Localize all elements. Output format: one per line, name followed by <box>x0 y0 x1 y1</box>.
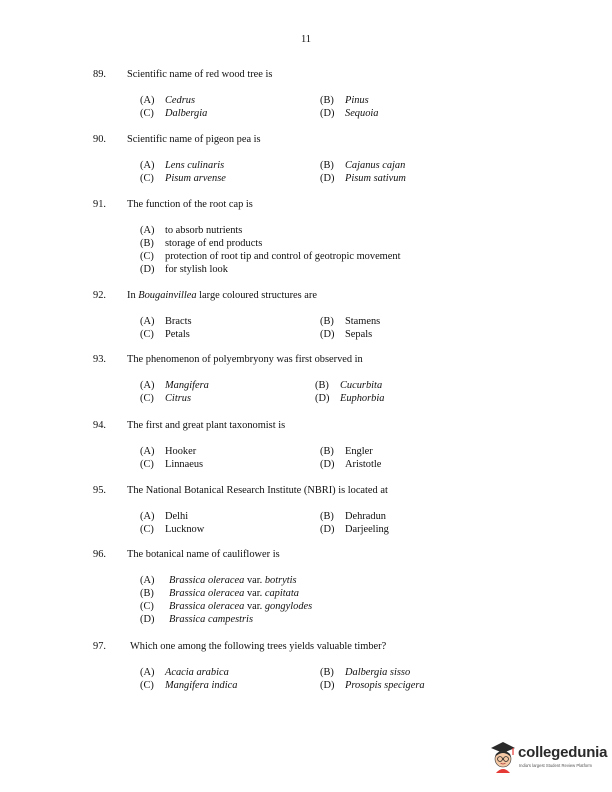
option-d: (D) Brassica campestris <box>140 614 253 625</box>
option-b: (B) Dalbergia sisso <box>320 667 411 678</box>
option-c: (C) Brassica oleracea var. gongylodes <box>140 601 313 612</box>
option-b: (B) Brassica oleracea var. capitata <box>140 588 299 599</box>
question-number: 95. <box>93 485 106 496</box>
option-c: (C) Citrus <box>140 393 191 404</box>
option-a: (A) Delhi <box>140 511 189 522</box>
option-a: (A) Bracts <box>140 316 192 327</box>
option-c: (C) Dalbergia <box>140 108 208 119</box>
option-d: (D) Aristotle <box>320 459 382 470</box>
option-d: (D) Pisum sativum <box>320 173 406 184</box>
option-c: (C) Mangifera indica <box>140 680 238 691</box>
option-b: (B) Engler <box>320 446 373 457</box>
question-number: 92. <box>93 290 106 301</box>
question-stem: The function of the root cap is <box>127 199 253 210</box>
logo-tagline: India's largest Student Review Platform <box>519 763 592 768</box>
question-stem: In Bougainvillea large coloured structures are <box>127 290 317 301</box>
option-b: (B) Pinus <box>320 95 369 106</box>
question-number: 90. <box>93 134 106 145</box>
question-stem: Scientific name of red wood tree is <box>127 69 273 80</box>
option-a: (A) to absorb nutrients <box>140 225 243 236</box>
option-b: (B) Cucurbita <box>315 380 383 391</box>
option-a: (A) Acacia arabica <box>140 667 229 678</box>
option-a: (A) Cedrus <box>140 95 196 106</box>
option-c: (C) protection of root tip and control of geotropic movement <box>140 251 401 262</box>
question-stem: Scientific name of pigeon pea is <box>127 134 261 145</box>
question-stem: The phenomenon of polyembryony was first observed in <box>127 354 363 365</box>
question-stem: The National Botanical Research Institute (NBRI) is located at <box>127 485 388 496</box>
collegedunia-logo[interactable] <box>488 738 608 778</box>
option-d: (D) Prosopis specigera <box>320 680 425 691</box>
question-number: 93. <box>93 354 106 365</box>
option-b: (B) Stamens <box>320 316 381 327</box>
question-number: 89. <box>93 69 106 80</box>
logo-wordmark: collegedunia <box>518 744 608 761</box>
page-number: 11 <box>300 34 312 45</box>
option-b: (B) storage of end products <box>140 238 263 249</box>
option-b: (B) Dehradun <box>320 511 386 522</box>
option-b: (B) Cajanus cajan <box>320 160 406 171</box>
option-c: (C) Linnaeus <box>140 459 204 470</box>
question-number: 91. <box>93 199 106 210</box>
option-c: (C) Pisum arvense <box>140 173 226 184</box>
option-a: (A) Lens culinaris <box>140 160 225 171</box>
question-number: 97. <box>93 641 106 652</box>
option-c: (C) Petals <box>140 329 190 340</box>
option-d: (D) Euphorbia <box>315 393 385 404</box>
option-d: (D) Sequoia <box>320 108 379 119</box>
question-number: 96. <box>93 549 106 560</box>
question-stem: The first and great plant taxonomist is <box>127 420 286 431</box>
question-stem: The botanical name of cauliflower is <box>127 549 280 560</box>
option-a: (A) Brassica oleracea var. botrytis <box>140 575 297 586</box>
option-a: (A) Mangifera <box>140 380 209 391</box>
option-d: (D) Sepals <box>320 329 373 340</box>
question-stem: Which one among the following trees yields valuable timber? <box>130 641 387 652</box>
mascot-icon <box>488 740 518 774</box>
option-a: (A) Hooker <box>140 446 197 457</box>
option-d: (D) for stylish look <box>140 264 228 275</box>
question-number: 94. <box>93 420 106 431</box>
option-d: (D) Darjeeling <box>320 524 389 535</box>
option-c: (C) Lucknow <box>140 524 205 535</box>
